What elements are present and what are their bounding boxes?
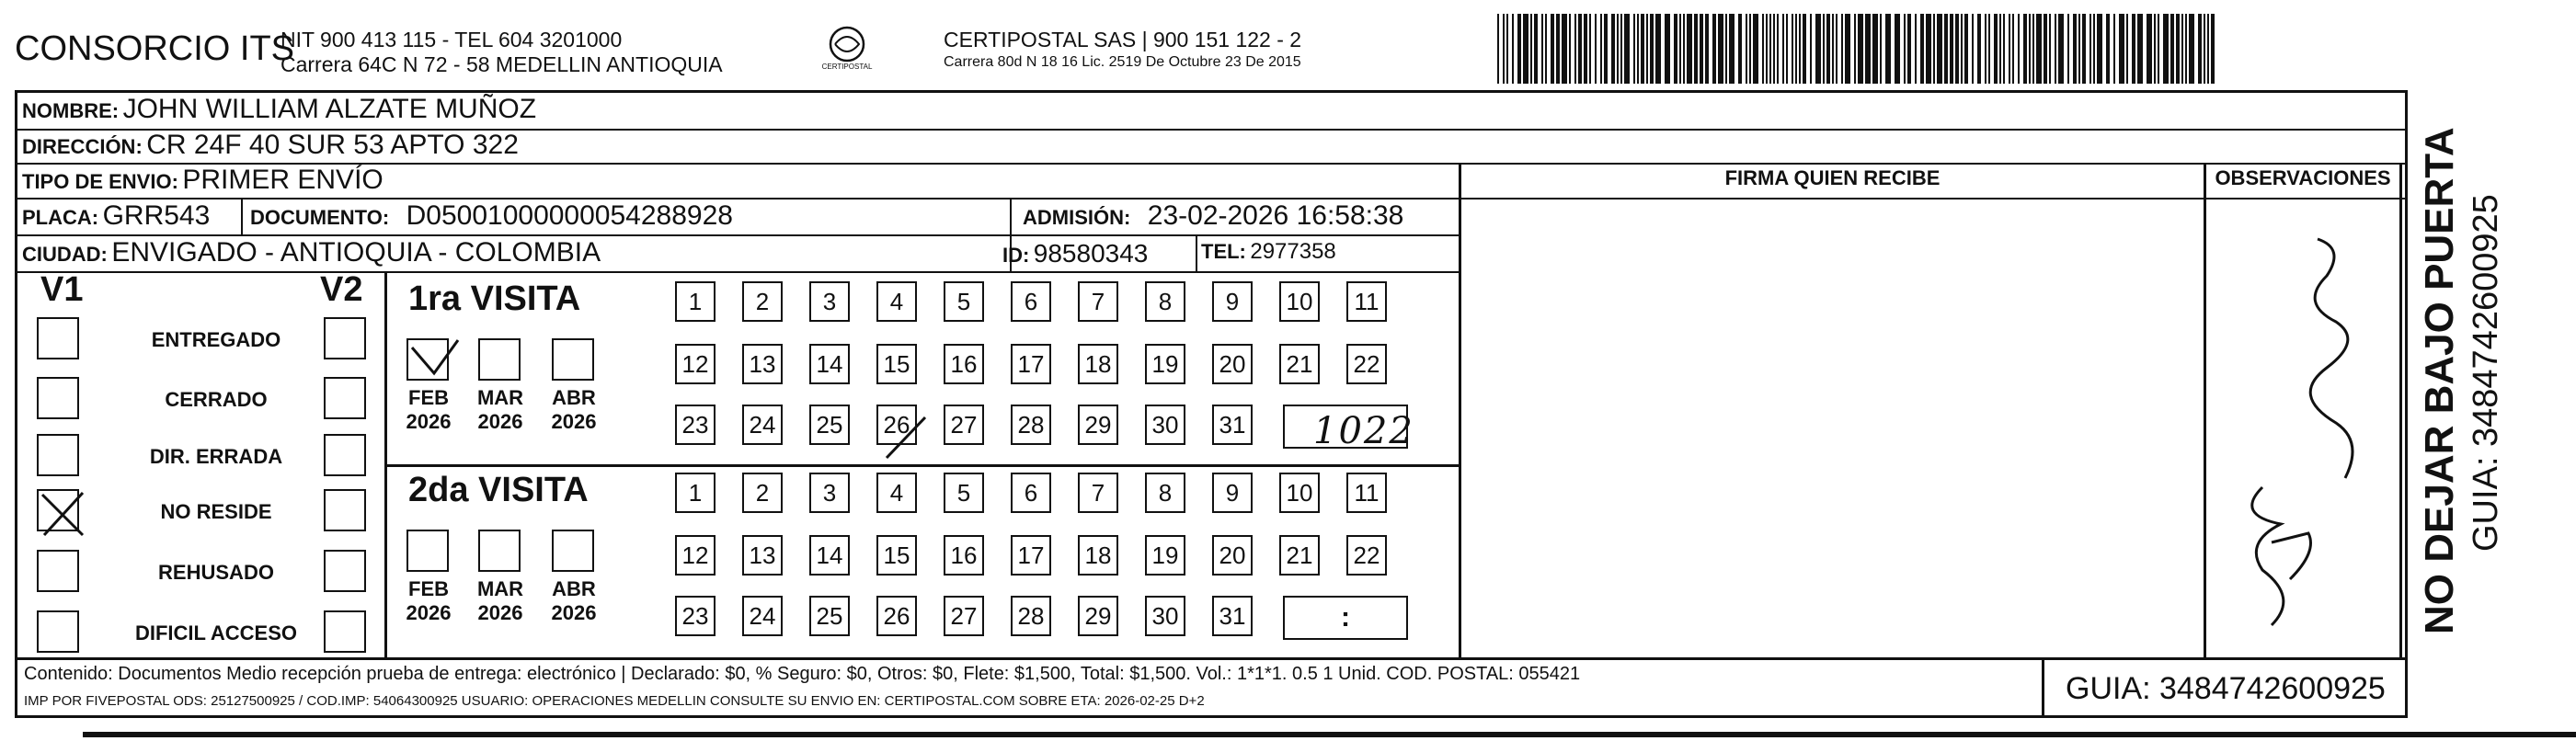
visit2-month-checkbox[interactable] [478, 530, 521, 572]
direccion-value: CR 24F 40 SUR 53 APTO 322 [146, 130, 519, 160]
barcode-bar [1624, 14, 1630, 84]
status-v2-checkbox[interactable] [324, 377, 366, 419]
v2-label: V2 [320, 270, 363, 309]
status-v1-checkbox[interactable] [37, 317, 79, 359]
visit2-day-box[interactable]: 26 [876, 596, 917, 636]
barcode-bar [2049, 14, 2051, 84]
nombre-value: JOHN WILLIAM ALZATE MUÑOZ [122, 94, 537, 124]
month-name: FEB [408, 386, 449, 409]
visit2-day-box[interactable]: 6 [1011, 473, 1051, 513]
visit1-day-box[interactable]: 22 [1346, 344, 1387, 384]
barcode-bar [1611, 14, 1615, 84]
barcode-bar [1584, 14, 1587, 84]
barcode-bar [1738, 14, 1742, 84]
visit1-day-box[interactable]: 23 [675, 405, 716, 445]
documento-label: DOCUMENTO: [250, 206, 390, 229]
visit1-day-box[interactable]: 20 [1212, 344, 1253, 384]
visit1-day-box[interactable]: 11 [1346, 281, 1387, 322]
barcode-bar [1907, 14, 1911, 84]
visit1-day-box[interactable]: 29 [1078, 405, 1118, 445]
barcode-bar [1762, 14, 1764, 84]
visit2-day-box[interactable]: 13 [742, 535, 783, 576]
visit2-day-box[interactable]: 23 [675, 596, 716, 636]
barcode-bar [1541, 14, 1543, 84]
visit2-day-box[interactable]: 31 [1212, 596, 1253, 636]
row-direccion [22, 130, 519, 161]
visit2-day-box[interactable]: 22 [1346, 535, 1387, 576]
barcode-bar [1854, 14, 1856, 84]
status-v2-checkbox[interactable] [324, 550, 366, 592]
barcode-bar [1961, 14, 1963, 84]
visit1-day-box[interactable]: 17 [1011, 344, 1051, 384]
barcode-bar [1769, 14, 1771, 84]
month-name: FEB [408, 577, 449, 600]
visit1-day-box[interactable]: 4 [876, 281, 917, 322]
barcode-bar [2093, 14, 2095, 84]
visit1-day-box[interactable]: 27 [944, 405, 984, 445]
barcode-bar [1858, 14, 1863, 84]
visit1-month-checkbox[interactable] [552, 338, 594, 381]
row-tel [1201, 239, 1336, 265]
visit1-day-box[interactable]: 7 [1078, 281, 1118, 322]
barcode-bar [2003, 14, 2005, 84]
visit1-month-label [473, 386, 528, 434]
status-v2-checkbox[interactable] [324, 489, 366, 531]
barcode-bar [1674, 14, 1677, 84]
barcode-bar [1595, 14, 1597, 84]
barcode-bar [1551, 14, 1554, 84]
barcode-bar [1988, 14, 1990, 84]
barcode-bar [1926, 14, 1931, 84]
barcode-bar [1497, 14, 1499, 84]
barcode-bar [1815, 14, 1821, 84]
barcode-bar [1792, 14, 1793, 84]
barcode-bar [1841, 14, 1843, 84]
barcode-bar [2204, 14, 2205, 84]
month-name: ABR [552, 386, 596, 409]
barcode-bar [1985, 14, 1986, 84]
barcode-bar [2189, 14, 2194, 84]
barcode-bar [1836, 14, 1838, 84]
status-label: REHUSADO [158, 561, 274, 584]
row-id [1002, 239, 1148, 268]
side-guia: GUIA: 3484742600925 [2467, 194, 2505, 552]
logo-text: CERTIPOSTAL [821, 63, 873, 71]
barcode-bar [1617, 14, 1619, 84]
barcode-bar [1718, 14, 1723, 84]
visit1-day-box[interactable]: 6 [1011, 281, 1051, 322]
visit1-day-box[interactable]: 18 [1078, 344, 1118, 384]
barcode-bar [1655, 14, 1661, 84]
logo-emblem-icon [807, 24, 887, 79]
barcode-bar [1799, 14, 1801, 84]
barcode-bar [2044, 14, 2047, 84]
visit2-day-box[interactable]: 11 [1346, 473, 1387, 513]
barcode-bar [1964, 14, 1968, 84]
month-year: 2026 [406, 601, 452, 624]
visit2-title: 2da VISITA [408, 471, 589, 509]
barcode-bar [1845, 14, 1850, 84]
barcode-bar [1795, 14, 1797, 84]
barcode-bar [1600, 14, 1602, 84]
barcode-bar [1620, 14, 1622, 84]
status-v2-checkbox[interactable] [324, 434, 366, 476]
barcode-bar [1646, 14, 1648, 84]
barcode-bar [2073, 14, 2077, 84]
barcode-bar [1530, 14, 1532, 84]
barcode-bar [1895, 14, 1900, 84]
v1-label: V1 [40, 270, 84, 309]
barcode-bar [1786, 14, 1788, 84]
visit2-day-box[interactable]: 27 [944, 596, 984, 636]
visit2-day-box[interactable]: 25 [809, 596, 850, 636]
visit1-day-box[interactable]: 9 [1212, 281, 1253, 322]
barcode-bar [1865, 14, 1871, 84]
barcode-bar [1937, 14, 1942, 84]
visit2-day-box[interactable]: 21 [1279, 535, 1320, 576]
barcode-bar [1517, 14, 1521, 84]
barcode-bar [1777, 14, 1779, 84]
barcode-bar [1999, 14, 2001, 84]
carrier-info [944, 28, 1301, 73]
barcode-bar [2097, 14, 2102, 84]
visit2-day-box[interactable]: 24 [742, 596, 783, 636]
status-label: NO RESIDE [160, 500, 272, 523]
barcode-bar [2089, 14, 2091, 84]
visit1-time-handwritten: 1022 [1313, 410, 1414, 452]
barcode-bar [1810, 14, 1812, 84]
month-year: 2026 [551, 601, 597, 624]
observaciones-header: OBSERVACIONES [2215, 166, 2391, 189]
barcode-bar [1687, 14, 1692, 84]
barcode-bar [1578, 14, 1582, 84]
barcode-bar [1746, 14, 1747, 84]
barcode-bar [2082, 14, 2086, 84]
barcode-bar [1569, 14, 1571, 84]
company-nit: NIT 900 413 115 - TEL 604 3201000 [280, 28, 623, 51]
barcode-bar [1574, 14, 1576, 84]
barcode-bar [2132, 14, 2135, 84]
admision-label: ADMISIÓN: [1023, 206, 1131, 229]
barcode [1497, 14, 2220, 86]
direccion-label: DIRECCIÓN: [22, 135, 143, 158]
footer-guia: GUIA: 3484742600925 [2066, 671, 2386, 706]
visit2-day-box[interactable]: 12 [675, 535, 716, 576]
barcode-bar [2126, 14, 2128, 84]
status-v1-checkbox[interactable] [37, 377, 79, 419]
barcode-bar [1650, 14, 1654, 84]
visit1-month-checkbox[interactable] [478, 338, 521, 381]
barcode-bar [2170, 14, 2174, 84]
visit2-day-box[interactable]: 9 [1212, 473, 1253, 513]
barcode-bar [2058, 14, 2064, 84]
barcode-bar [2137, 14, 2143, 84]
observaciones-signature [2207, 211, 2400, 653]
side-notice: NO DEJAR BAJO PUERTA [2417, 127, 2462, 634]
barcode-bar [2181, 14, 2183, 84]
barcode-bar [1955, 14, 1959, 84]
barcode-bar [1880, 14, 1882, 84]
status-label: DIFICIL ACCESO [134, 621, 297, 644]
visit2-day-box[interactable]: 28 [1011, 596, 1051, 636]
visit2-day-box[interactable]: 2 [742, 473, 783, 513]
barcode-bar [1766, 14, 1768, 84]
visit2-day-box[interactable]: 30 [1145, 596, 1185, 636]
month-year: 2026 [551, 410, 597, 433]
barcode-bar [2067, 14, 2069, 84]
visit2-day-box[interactable]: 8 [1145, 473, 1185, 513]
status-v2-checkbox[interactable] [324, 610, 366, 653]
visit2-day-box[interactable]: 20 [1212, 535, 1253, 576]
barcode-bar [1944, 14, 1948, 84]
month-year: 2026 [477, 601, 523, 624]
carrier-address: Carrera 80d N 18 16 Lic. 2519 De Octubre 23 De 2015 [944, 54, 1301, 70]
barcode-bar [1826, 14, 1830, 84]
barcode-bar [1950, 14, 1953, 84]
barcode-bar [1665, 14, 1670, 84]
barcode-bar [2119, 14, 2124, 84]
barcode-bar [1679, 14, 1681, 84]
barcode-bar [1823, 14, 1825, 84]
visit1-day-box[interactable]: 16 [944, 344, 984, 384]
barcode-bar [1637, 14, 1639, 84]
barcode-bar [1694, 14, 1698, 84]
barcode-bar [1523, 14, 1528, 84]
visit2-day-box[interactable]: 29 [1078, 596, 1118, 636]
barcode-bar [2211, 14, 2215, 84]
barcode-bar [1729, 14, 1735, 84]
visit2-day-box[interactable]: 3 [809, 473, 850, 513]
barcode-bar [1749, 14, 1751, 84]
visit2-day-box[interactable]: 14 [809, 535, 850, 576]
visit2-day-box[interactable]: 7 [1078, 473, 1118, 513]
status-v2-checkbox[interactable] [324, 317, 366, 359]
visit2-day-box[interactable]: 5 [944, 473, 984, 513]
visit1-day-box[interactable]: 10 [1279, 281, 1320, 322]
visit2-day-box[interactable]: 10 [1279, 473, 1320, 513]
visit1-day-box[interactable]: 24 [742, 405, 783, 445]
barcode-bar [1773, 14, 1775, 84]
barcode-bar [1633, 14, 1635, 84]
visit2-day-box[interactable]: 4 [876, 473, 917, 513]
visit1-month-label [546, 386, 601, 434]
visit1-day-box[interactable]: 1 [675, 281, 716, 322]
tipo-label: TIPO DE ENVIO: [22, 170, 178, 193]
id-value: 98580343 [1033, 239, 1149, 268]
footer-print-info: IMP POR FIVEPOSTAL ODS: 25127500925 / COD.IMP: 54064300925 USUARIO: OPERACIONES MEDELLIN CONSULTE SU ENVIO EN: CERTIPOSTAL.COM SOBRE ETA: 2026-02-25 D+2 [24, 693, 1205, 709]
visit2-day-box[interactable]: 17 [1011, 535, 1051, 576]
visit2-day-box[interactable]: 16 [944, 535, 984, 576]
visit2-day-box[interactable]: 1 [675, 473, 716, 513]
barcode-bar [1604, 14, 1608, 84]
row-documento [250, 200, 733, 232]
visit1-day-box[interactable]: 25 [809, 405, 850, 445]
company-address: Carrera 64C N 72 - 58 MEDELLIN ANTIOQUIA [280, 52, 723, 76]
barcode-bar [1556, 14, 1560, 84]
admision-value: 23-02-2026 16:58:38 [1147, 200, 1404, 231]
barcode-bar [1915, 14, 1917, 84]
barcode-bar [1700, 14, 1703, 84]
visit2-month-checkbox[interactable] [552, 530, 594, 572]
tipo-value: PRIMER ENVÍO [182, 165, 384, 195]
barcode-bar [1712, 14, 1716, 84]
month-name: MAR [476, 577, 524, 600]
month-name: ABR [552, 577, 596, 600]
visit1-day-box[interactable]: 13 [742, 344, 783, 384]
day26-check-mark [881, 412, 936, 467]
visit1-day-box[interactable]: 26 [876, 405, 917, 445]
barcode-bar [1972, 14, 1974, 84]
barcode-bar [1589, 14, 1591, 84]
status-v1-checkbox[interactable] [37, 550, 79, 592]
nombre-label: NOMBRE: [22, 99, 120, 122]
visit1-day-box[interactable]: 19 [1145, 344, 1185, 384]
barcode-bar [2185, 14, 2187, 84]
barcode-bar [2029, 14, 2031, 84]
barcode-bar [1933, 14, 1935, 84]
barcode-bar [1683, 14, 1685, 84]
barcode-bar [2158, 14, 2159, 84]
barcode-bar [2012, 14, 2014, 84]
row-tipo [22, 165, 384, 196]
barcode-bar [2023, 14, 2027, 84]
barcode-bar [1725, 14, 1727, 84]
visit1-day-box[interactable]: 30 [1145, 405, 1185, 445]
company-name: CONSORCIO ITS [15, 29, 295, 68]
barcode-bar [2106, 14, 2110, 84]
placa-label: PLACA: [22, 206, 99, 229]
month-year: 2026 [477, 410, 523, 433]
documento-value: D05001000000054288928 [406, 200, 733, 231]
visit1-day-box[interactable]: 21 [1279, 344, 1320, 384]
barcode-bar [1503, 14, 1505, 84]
barcode-bar [2055, 14, 2056, 84]
status-v1-checkbox[interactable] [37, 434, 79, 476]
ciudad-value: ENVIGADO - ANTIOQUIA - COLOMBIA [111, 237, 601, 268]
visit1-day-box[interactable]: 12 [675, 344, 716, 384]
ciudad-label: CIUDAD: [22, 243, 108, 266]
month-year: 2026 [406, 410, 452, 433]
barcode-bar [1782, 14, 1784, 84]
status-v1-checkbox[interactable] [37, 610, 79, 653]
visit1-day-box[interactable]: 8 [1145, 281, 1185, 322]
barcode-bar [1705, 14, 1709, 84]
barcode-bar [2198, 14, 2202, 84]
row-admision [1023, 200, 1403, 232]
barcode-bar [1832, 14, 1834, 84]
visit2-month-checkbox[interactable] [406, 530, 449, 572]
barcode-bar [1994, 14, 1998, 84]
status-label: DIR. ERRADA [149, 445, 283, 468]
barcode-bar [2207, 14, 2209, 84]
visit1-day-box[interactable]: 14 [809, 344, 850, 384]
footer-contents: Contenido: Documentos Medio recepción prueba de entrega: electrónico | Declarado: $0, % Seguro: $0, Otros: $0, Flete: $1,500, Total: $1,500. Vol.: 1*1*1. 0.5 1 Unid. COD. POSTAL: 055421 [24, 664, 1581, 684]
visit1-title: 1ra VISITA [408, 279, 581, 318]
barcode-bar [2032, 14, 2034, 84]
placa-value: GRR543 [102, 200, 211, 231]
barcode-bar [2078, 14, 2080, 84]
visit2-month-label [546, 577, 601, 625]
status-label: CERRADO [165, 388, 268, 411]
barcode-bar [2154, 14, 2156, 84]
v1-no-reside-check-mark [37, 487, 92, 542]
row-nombre [22, 94, 536, 125]
barcode-bar [1904, 14, 1906, 84]
visit2-day-box[interactable]: 18 [1078, 535, 1118, 576]
barcode-bar [2018, 14, 2020, 84]
visit2-month-label [401, 577, 456, 625]
visit1-day-box[interactable]: 31 [1212, 405, 1253, 445]
barcode-bar [2163, 14, 2169, 84]
barcode-bar [2113, 14, 2115, 84]
visit1-day-box[interactable]: 5 [944, 281, 984, 322]
row-ciudad [22, 237, 601, 268]
barcode-bar [2009, 14, 2010, 84]
barcode-bar [1512, 14, 1514, 84]
barcode-bar [1977, 14, 1981, 84]
tel-value: 2977358 [1250, 239, 1336, 264]
barcode-bar [1506, 14, 1508, 84]
barcode-bar [1753, 14, 1758, 84]
barcode-bar [2147, 14, 2152, 84]
visit2-day-box[interactable]: 19 [1145, 535, 1185, 576]
visit1-day-box[interactable]: 15 [876, 344, 917, 384]
visit1-day-box[interactable]: 3 [809, 281, 850, 322]
row-placa [22, 200, 210, 232]
barcode-bar [1872, 14, 1878, 84]
barcode-bar [2176, 14, 2180, 84]
tel-label: TEL: [1201, 240, 1246, 263]
barcode-bar [1534, 14, 1538, 84]
visit2-month-label [473, 577, 528, 625]
carrier-nit: CERTIPOSTAL SAS | 900 151 122 - 2 [944, 28, 1302, 51]
visit1-day-box[interactable]: 2 [742, 281, 783, 322]
visit1-day-box[interactable]: 28 [1011, 405, 1051, 445]
feb-visit1-check-mark [403, 338, 467, 393]
barcode-bar [1920, 14, 1924, 84]
certipostal-logo [807, 24, 887, 79]
visit2-day-box[interactable]: 15 [876, 535, 917, 576]
barcode-bar [1641, 14, 1644, 84]
visit2-time-box[interactable]: : [1283, 596, 1408, 640]
barcode-bar [1545, 14, 1547, 84]
month-name: MAR [476, 386, 524, 409]
status-label: ENTREGADO [151, 328, 281, 351]
id-label: ID: [1002, 244, 1030, 267]
firma-header: FIRMA QUIEN RECIBE [1724, 166, 1941, 189]
barcode-bar [1803, 14, 1806, 84]
barcode-bar [1885, 14, 1891, 84]
company-info [280, 28, 723, 77]
barcode-bar [1562, 14, 1567, 84]
barcode-bar [2036, 14, 2042, 84]
